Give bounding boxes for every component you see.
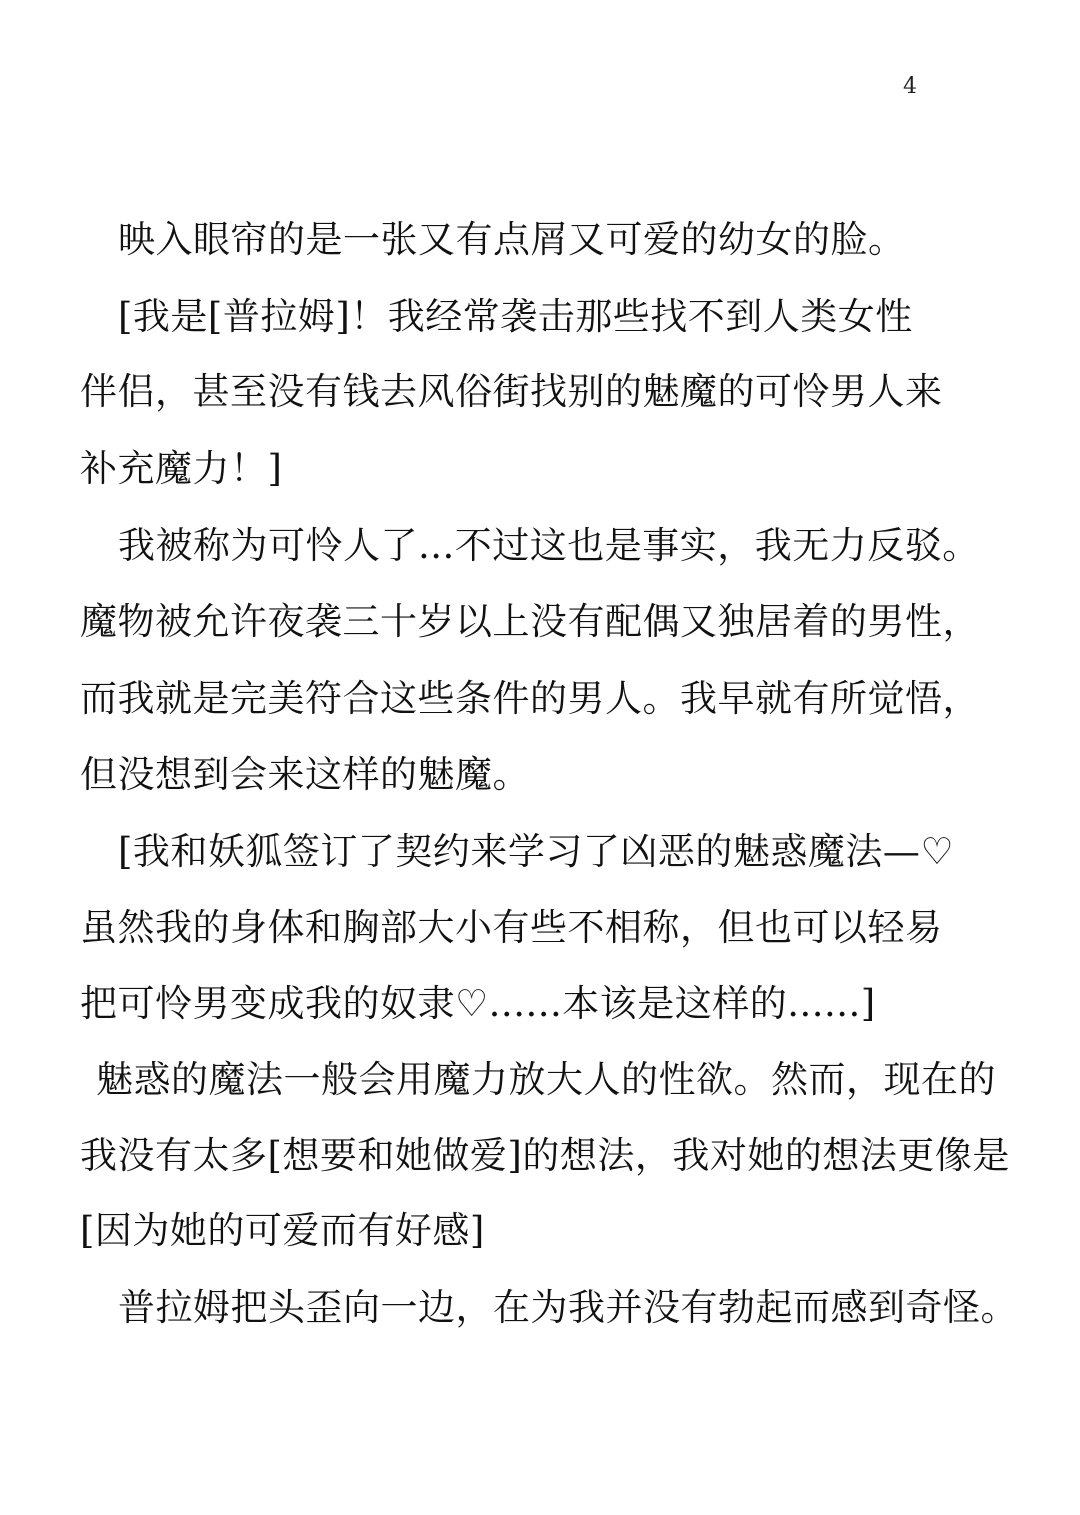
text-line: 魅惑的魔法一般会用魔力放大人的性欲。然而，现在的	[96, 1058, 996, 1101]
text-line: 映入眼帘的是一张又有点屑又可爱的幼女的脸。	[118, 218, 906, 261]
text-line: 魔物被允许夜袭三十岁以上没有配偶又独居着的男性，	[80, 600, 980, 643]
text-line: [我是[普拉姆]！我经常袭击那些找不到人类女性	[118, 295, 913, 338]
text-line: 我没有太多[想要和她做爱]的想法，我对她的想法更像是	[80, 1134, 1010, 1177]
text-line: 普拉姆把头歪向一边，在为我并没有勃起而感到奇怪。	[118, 1286, 1018, 1329]
text-line: 虽然我的身体和胸部大小有些不相称，但也可以轻易	[80, 906, 943, 949]
text-line: 把可怜男变成我的奴隶♡......本该是这样的......]	[80, 982, 876, 1025]
text-line: 但没想到会来这样的魅魔。	[80, 753, 530, 796]
text-line: 我被称为可怜人了...不过这也是事实，我无力反驳。	[118, 524, 980, 567]
page-number: 4	[903, 74, 917, 99]
text-line: 伴侣，甚至没有钱去风俗街找别的魅魔的可怜男人来	[80, 370, 943, 413]
text-line: 而我就是完美符合这些条件的男人。我早就有所觉悟，	[80, 677, 980, 720]
text-line: 补充魔力！]	[80, 447, 283, 490]
text-line: [我和妖狐签订了契约来学习了凶恶的魅惑魔法—♡	[118, 830, 955, 873]
text-line: [因为她的可爱而有好感]	[80, 1209, 485, 1252]
